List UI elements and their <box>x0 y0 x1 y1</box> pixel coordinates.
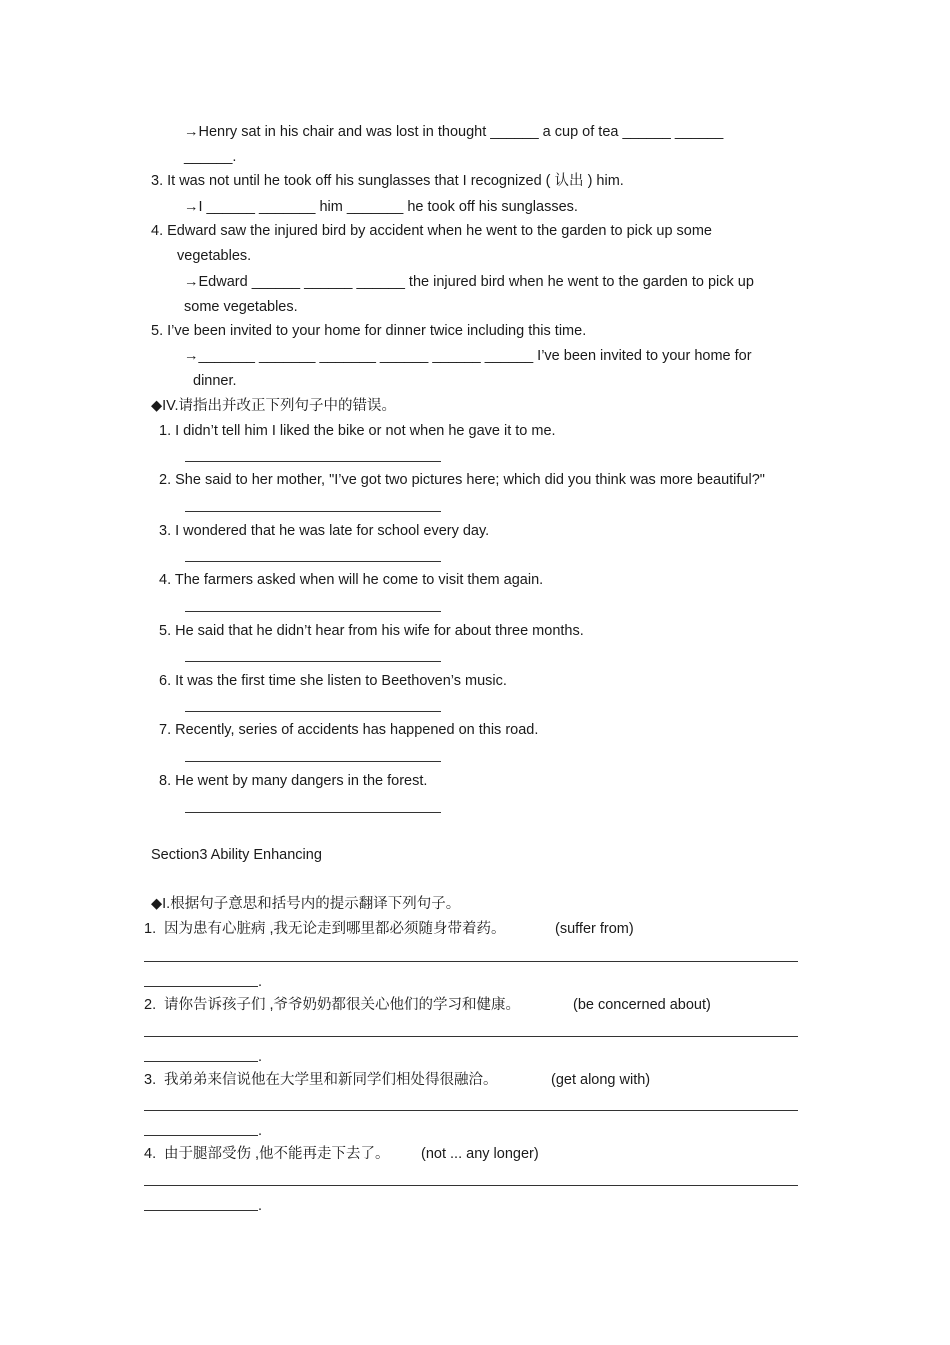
translation-num: 2. <box>144 997 157 1013</box>
answer-line[interactable] <box>185 461 441 462</box>
correction-item: 7. Recently, series of accidents has happened on this road. <box>159 722 539 738</box>
answer-period: . <box>258 1049 263 1065</box>
section-iv-heading: ◆IV.请指出并改正下列句子中的错误。 <box>151 398 397 414</box>
answer-line[interactable] <box>185 711 441 712</box>
question-3-rewrite: →I ______ _______ him _______ he took off his sunglasses. <box>184 199 578 215</box>
answer-line[interactable] <box>144 1110 798 1111</box>
translation-num: 1. <box>144 921 157 937</box>
translation-hint: (get along with) <box>551 1072 651 1088</box>
answer-line[interactable] <box>144 961 798 962</box>
section-3-title: Section3 Ability Enhancing <box>151 847 322 863</box>
translation-num: 3. <box>144 1072 157 1088</box>
question-4: 4. Edward saw the injured bird by accident when he went to the garden to pick up some <box>151 223 712 239</box>
translation-prompt: 因为患有心脏病 ,我无论走到哪里都必须随身带着药。 <box>164 921 506 937</box>
correction-item: 1. I didn’t tell him I liked the bike or not when he gave it to me. <box>159 423 556 439</box>
answer-line[interactable] <box>144 986 258 987</box>
answer-line[interactable] <box>144 1185 798 1186</box>
answer-period: . <box>258 1198 263 1214</box>
translation-num: 4. <box>144 1146 157 1162</box>
translation-hint: (be concerned about) <box>573 997 711 1013</box>
question-4-rewrite-cont: some vegetables. <box>184 299 298 315</box>
correction-item: 5. He said that he didn’t hear from his wife for about three months. <box>159 623 584 639</box>
answer-line[interactable] <box>144 1061 258 1062</box>
translation-prompt: 我弟弟来信说他在大学里和新同学们相处得很融洽。 <box>164 1072 498 1088</box>
question-4-cont: vegetables. <box>177 248 252 264</box>
henry-rewrite-line-cont: ______. <box>184 149 237 165</box>
answer-period: . <box>258 1123 263 1139</box>
correction-item: 2. She said to her mother, "I’ve got two pictures here; which did you think was more beautiful?" <box>159 472 765 488</box>
translation-prompt: 由于腿部受伤 ,他不能再走下去了。 <box>164 1146 390 1162</box>
answer-line[interactable] <box>185 511 441 512</box>
question-5-rewrite: →_______ _______ _______ ______ ______ ______ I’ve been invited to your home for <box>184 348 752 364</box>
answer-line[interactable] <box>144 1036 798 1037</box>
answer-period: . <box>258 974 263 990</box>
answer-line[interactable] <box>185 611 441 612</box>
question-4-rewrite: →Edward ______ ______ ______ the injured bird when he went to the garden to pick up <box>184 274 754 290</box>
translation-prompt: 请你告诉孩子们 ,爷爷奶奶都很关心他们的学习和健康。 <box>164 997 521 1013</box>
question-5-rewrite-cont: dinner. <box>193 373 237 389</box>
answer-line[interactable] <box>185 661 441 662</box>
section-i-heading: ◆I.根据句子意思和括号内的提示翻译下列句子。 <box>151 896 461 912</box>
question-5: 5. I’ve been invited to your home for dinner twice including this time. <box>151 323 587 339</box>
translation-hint: (suffer from) <box>555 921 634 937</box>
answer-line[interactable] <box>185 561 441 562</box>
correction-item: 8. He went by many dangers in the forest. <box>159 773 428 789</box>
correction-item: 3. I wondered that he was late for school every day. <box>159 523 490 539</box>
question-3: 3. It was not until he took off his sunglasses that I recognized ( 认出 ) him. <box>151 173 624 189</box>
answer-line[interactable] <box>185 761 441 762</box>
answer-line[interactable] <box>144 1210 258 1211</box>
correction-item: 6. It was the first time she listen to Beethoven’s music. <box>159 673 507 689</box>
henry-rewrite-line: →Henry sat in his chair and was lost in thought ______ a cup of tea ______ ______ <box>184 124 724 140</box>
correction-item: 4. The farmers asked when will he come to visit them again. <box>159 572 544 588</box>
answer-line[interactable] <box>144 1135 258 1136</box>
answer-line[interactable] <box>185 812 441 813</box>
translation-hint: (not ... any longer) <box>421 1146 539 1162</box>
